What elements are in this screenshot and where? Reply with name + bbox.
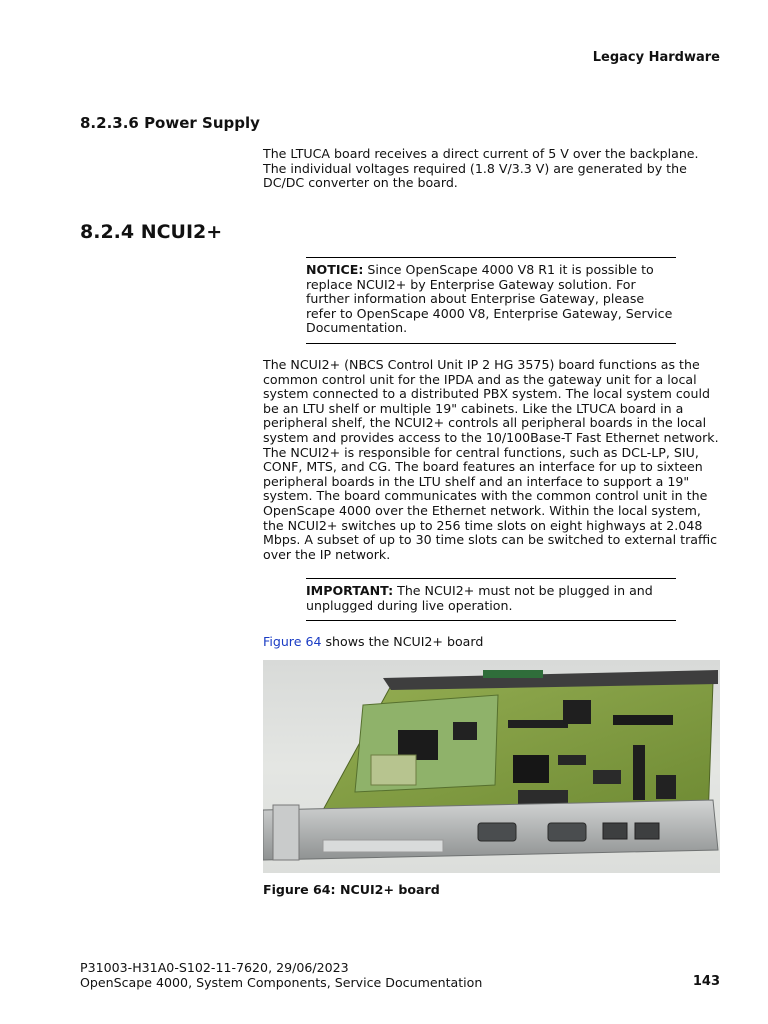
heading-power-supply: 8.2.3.6 Power Supply — [80, 114, 260, 132]
footer-doc-id: P31003-H31A0-S102-11-7620, 29/06/2023 — [80, 960, 349, 975]
running-header: Legacy Hardware — [592, 50, 720, 65]
important-text: The NCUI2+ must not be plugged in and unplugged during live operation. — [306, 583, 653, 613]
notice-box — [306, 257, 676, 344]
notice-label: NOTICE: — [306, 262, 364, 277]
power-supply-paragraph: The LTUCA board receives a direct current of 5 V over the backplane. The individual voltages required (1.8 V/3.3 V) are generated by the DC/DC converter on the board. — [263, 146, 699, 191]
ncui2-description-paragraph: The NCUI2+ (NBCS Control Unit IP 2 HG 3575) board functions as the common control unit for the IPDA and as the gateway unit for a local system connected to a distributed PBX system. The local system could be an LTU shelf or multiple 19" cabinets. Like the LTUCA board in a peripheral shelf, the NCUI2+ controls all peripheral boards in the local system and provides access to the 10/100Base-T Fast Ethernet network. The NCUI2+ is responsible for central functions, such as DCL-LP, SIU, CONF, MTS, and CG. The board features an interface for up to sixteen peripheral boards in the LTU shelf and an interface to support a 19" system. The board communicates with the common control unit in the OpenScape 4000 over the Ethernet network. Within the local system, the NCUI2+ switches up to 256 time slots on eight highways at 2.048 Mbps. A subset of up to 30 time slots can be switched to external traffic over the IP network. — [263, 357, 719, 562]
figure-64-link[interactable]: Figure 64 — [263, 634, 322, 649]
important-label: IMPORTANT: — [306, 583, 394, 598]
important-box — [306, 578, 676, 621]
heading-ncui2: 8.2.4 NCUI2+ — [80, 221, 223, 243]
figure-reference-line — [263, 635, 723, 650]
ncui2-board-illustration — [263, 660, 720, 873]
notice-text: Since OpenScape 4000 V8 R1 it is possible to replace NCUI2+ by Enterprise Gateway solution. For further information about Enterprise Gateway, please refer to OpenScape 4000 V8, Enterprise Gateway, Service Documentation. — [306, 262, 673, 336]
figure-caption: Figure 64: NCUI2+ board — [263, 882, 440, 897]
footer-doc-title: OpenScape 4000, System Components, Service Documentation — [80, 975, 483, 990]
footer — [80, 960, 482, 990]
page-number: 143 — [692, 974, 720, 989]
figure-reference-text: shows the NCUI2+ board — [321, 634, 484, 649]
ncui2-board-photo — [263, 660, 720, 873]
